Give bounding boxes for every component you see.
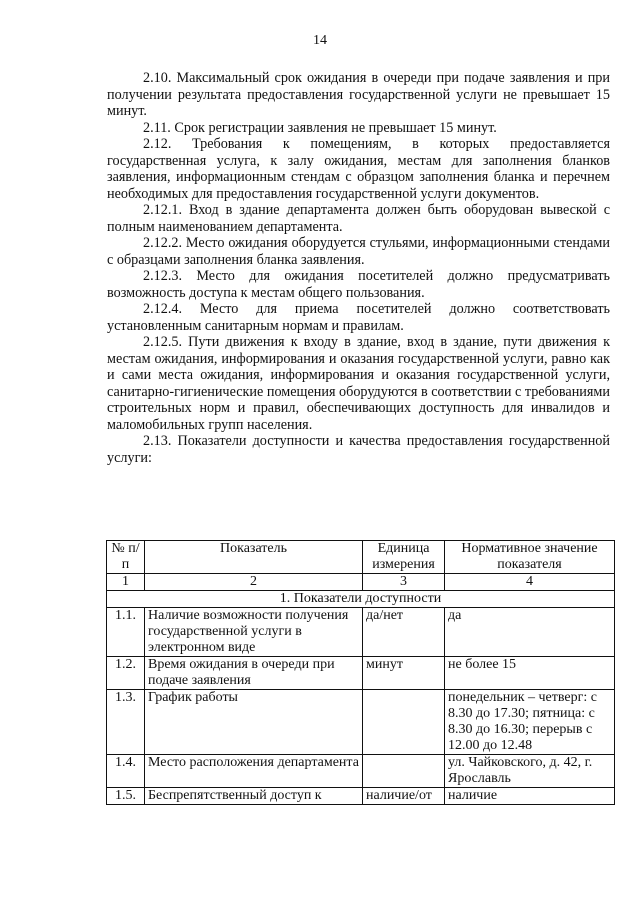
paragraph-2-12-2: 2.12.2. Место ожидания оборудуется стульями, информационными стендами с образцами заполнения бланка заявления. [107,235,610,268]
column-number-cell: 1 [107,574,145,591]
page-number: 14 [313,33,327,48]
row-unit [363,690,445,755]
row-indicator: Беспрепятственный доступ к [145,788,363,805]
body-text [107,70,610,466]
row-indicator: Место расположения департамента [145,755,363,788]
header-indicator: Показатель [145,541,363,574]
row-value: ул. Чайковского, д. 42, г. Ярославль [445,755,615,788]
paragraph-2-12-5: 2.12.5. Пути движения к входу в здание, вход в здание, пути движения к местам ожидания, информирования и оказания государственной услуги, равно как и сами места ожидания, информирования и оказания государственной услуги, санитарно-гигиенические помещения оборудуются в соответствии с требованиями строительных норм и правил, обеспечивающих доступность для инвалидов и маломобильных групп населения. [107,334,610,433]
column-number-cell: 3 [363,574,445,591]
row-value: не более 15 [445,657,615,690]
row-unit: да/нет [363,608,445,657]
header-num: № п/п [107,541,145,574]
row-unit: наличие/от [363,788,445,805]
paragraph-2-12: 2.12. Требования к помещениям, в которых предоставляется государственная услуга, к залу ожидания, местам для заполнения бланков заявления, информационным стендам с образцом заполнения бланка и перечнем необходимых для предоставления государственной услуги документов. [107,136,610,202]
table-header-row [107,541,615,574]
header-value: Нормативное значение показателя [445,541,615,574]
row-value: наличие [445,788,615,805]
row-number: 1.4. [107,755,145,788]
row-number: 1.5. [107,788,145,805]
row-indicator: Наличие возможности получения государственной услуги в электронном виде [145,608,363,657]
paragraph-2-11: 2.11. Срок регистрации заявления не превышает 15 минут. [143,119,497,136]
paragraph-2-12-3: 2.12.3. Место для ожидания посетителей должно предусматривать возможность доступа к местам общего пользования. [107,268,610,301]
column-numbers-row [107,574,615,591]
paragraph-2-13: 2.13. Показатели доступности и качества предоставления государственной услуги: [107,433,610,466]
row-value: да [445,608,615,657]
paragraph-2-12-1: 2.12.1. Вход в здание департамента должен быть оборудован вывеской с полным наименованием департамента. [107,202,610,235]
table-row [107,788,615,805]
paragraph-2-12-4: 2.12.4. Место для приема посетителей должно соответствовать установленным санитарным нормам и правилам. [107,301,610,334]
section-title: 1. Показатели доступности [107,591,615,608]
row-indicator: График работы [145,690,363,755]
indicators-table [106,540,615,805]
table-row [107,657,615,690]
header-unit: Единица измерения [363,541,445,574]
column-number-cell: 2 [145,574,363,591]
column-number-cell: 4 [445,574,615,591]
table-row [107,755,615,788]
table-row [107,608,615,657]
row-number: 1.1. [107,608,145,657]
table-row [107,690,615,755]
paragraph-2-10: 2.10. Максимальный срок ожидания в очереди при подаче заявления и при получении результата предоставления государственной услуги не превышает 15 минут. [107,70,610,119]
row-indicator: Время ожидания в очереди при подаче заявления [145,657,363,690]
row-value: понедельник – четверг: с 8.30 до 17.30; пятница: с 8.30 до 16.30; перерыв с 12.00 до 12.48 [445,690,615,755]
row-number: 1.2. [107,657,145,690]
row-number: 1.3. [107,690,145,755]
row-unit: минут [363,657,445,690]
row-unit [363,755,445,788]
section-row [107,591,615,608]
